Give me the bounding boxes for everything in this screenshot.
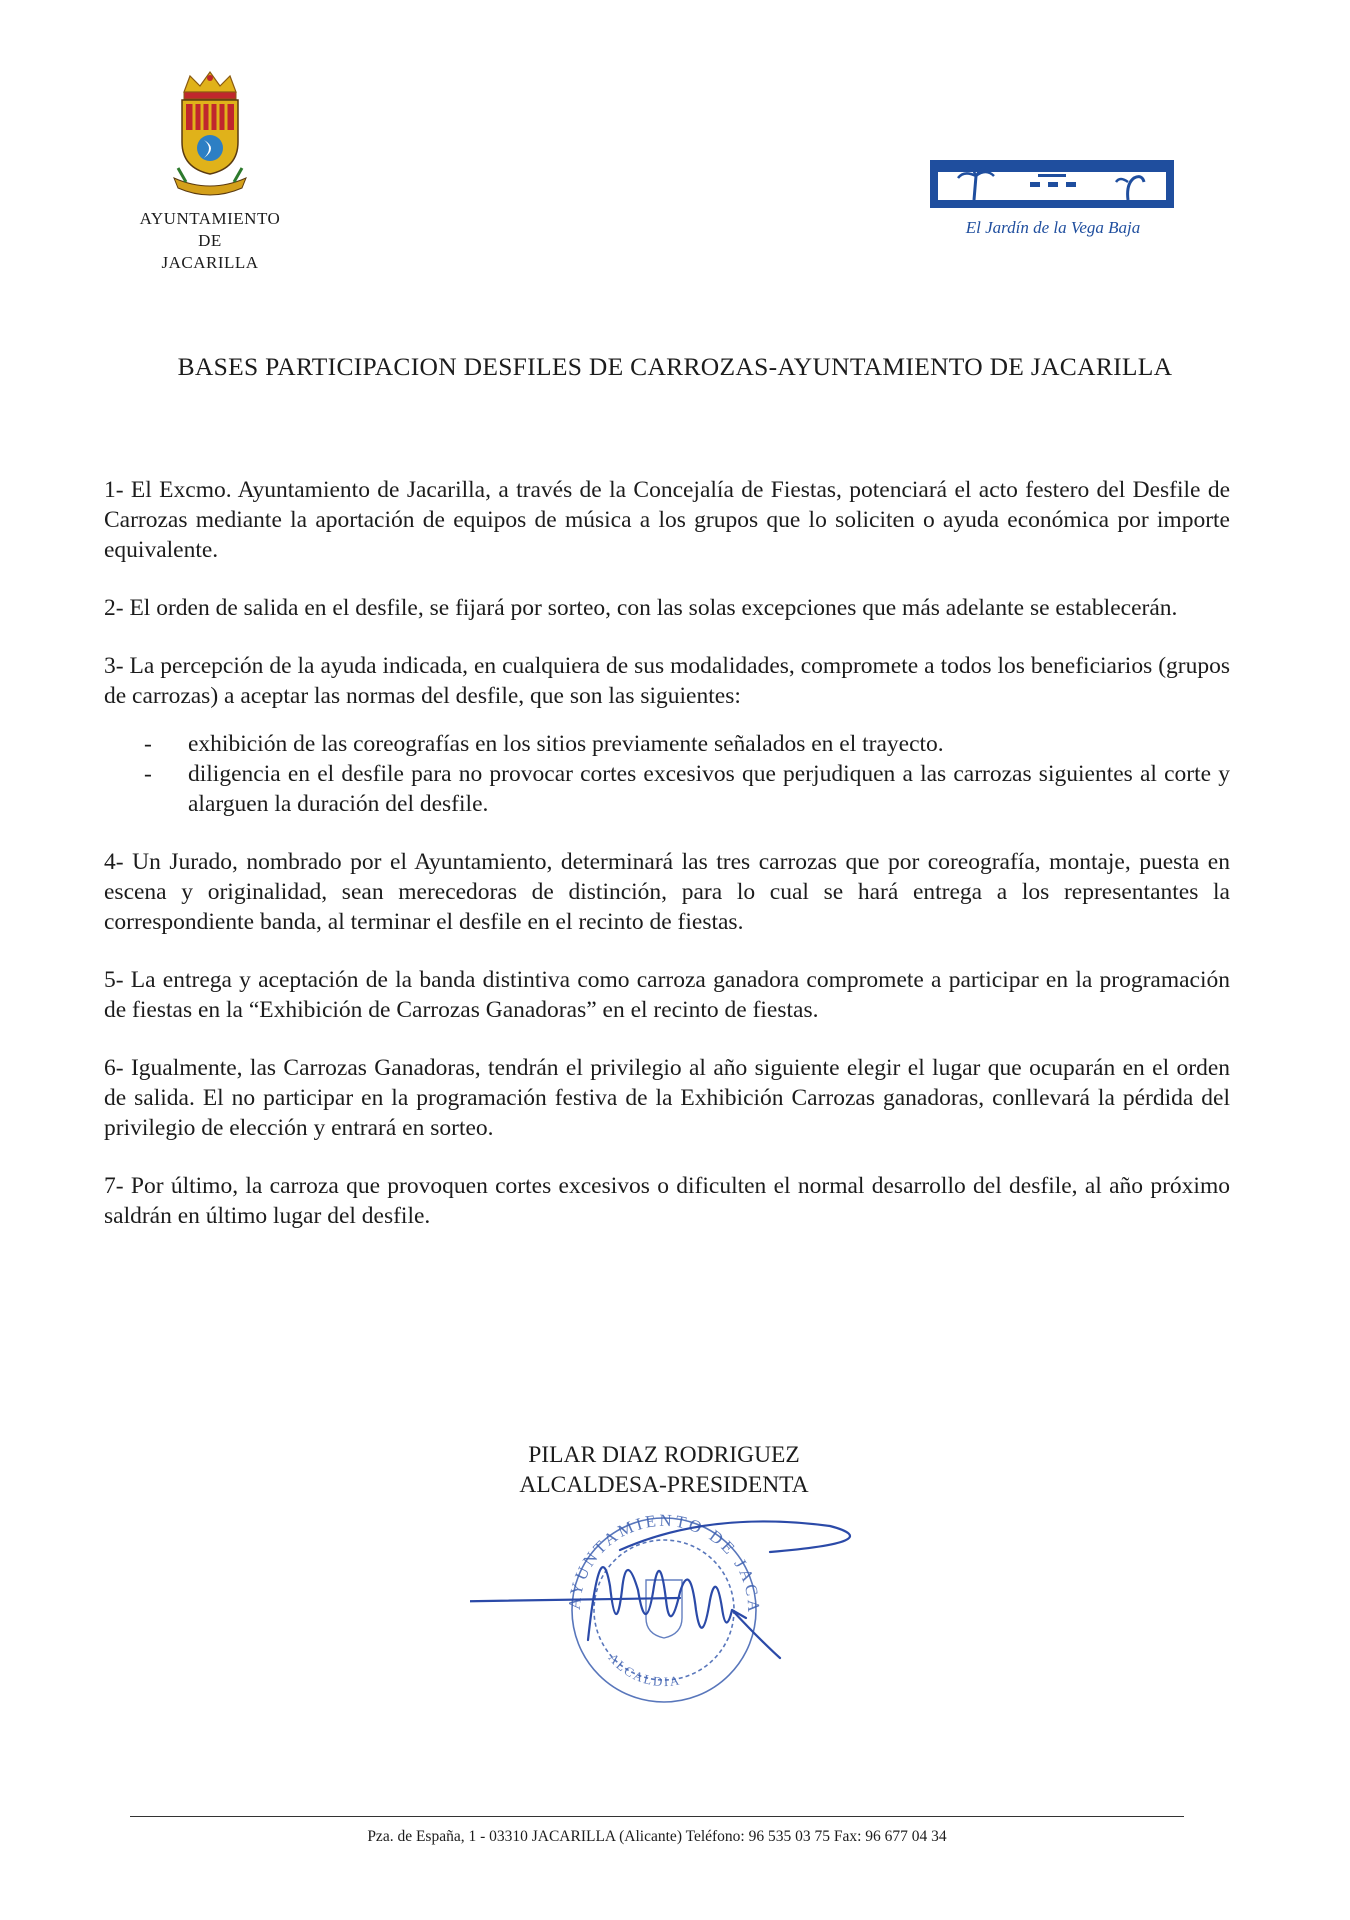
clause-2: 2- El orden de salida en el desfile, se fijará por sorteo, con las solas excepciones que más adelante se establecerán. xyxy=(104,595,1178,621)
town-logo-icon xyxy=(928,152,1178,212)
town-slogan: El Jardín de la Vega Baja xyxy=(965,218,1141,237)
clause-3: 3- La percepción de la ayuda indicada, en cualquiera de sus modalidades, compromete a todos los beneficiarios (grupos de carrozas) a aceptar las normas del desfile, que son las siguientes: xyxy=(104,653,1230,709)
clause-1: 1- El Excmo. Ayuntamiento de Jacarilla, a través de la Concejalía de Fiestas, potenciará el acto festero del Desfile de Carrozas mediante la aportación de equipos de música a los grupos que lo soliciten o ayuda económica por importe equivalente. xyxy=(104,477,1230,563)
signer-role: ALCALDESA-PRESIDENTA xyxy=(519,1472,809,1498)
coat-of-arms-icon xyxy=(168,70,252,200)
list-item-text: diligencia en el desfile para no provocar cortes excesivos que perjudiquen a las carrozas siguientes al corte y alarguen la duración del desfile. xyxy=(188,761,1230,817)
document-body xyxy=(104,475,1230,1259)
clause-3-list xyxy=(104,729,1230,819)
seal-text: AYUNTAMIENTO DE JACA xyxy=(564,1510,764,1616)
clause-7: 7- Por último, la carroza que provoquen cortes excesivos o dificulten el normal desarrollo del desfile, al año próximo saldrán en último lugar del desfile. xyxy=(104,1173,1230,1229)
clause-6: 6- Igualmente, las Carrozas Ganadoras, tendrán el privilegio al año siguiente elegir el lugar que ocuparán en el orden de salida. El no participar en la programación festiva de la Exhibición Carrozas ganadoras, conllevará la pérdida del privilegio de elección y entrará en sorteo. xyxy=(104,1055,1230,1141)
org-line-1: AYUNTAMIENTO xyxy=(139,209,281,228)
seal-bottom-text: ALCALDIA xyxy=(605,1650,683,1690)
svg-text:ALCALDIA xyxy=(605,1650,682,1689)
list-item xyxy=(104,729,1230,759)
list-item-text: exhibición de las coreografías en los sitios previamente señalados en el trayecto. xyxy=(188,731,944,757)
org-line-2: DE xyxy=(198,231,222,250)
clause-5: 5- La entrega y aceptación de la banda distintiva como carroza ganadora compromete a participar en la programación de fiestas en la “Exhibición de Carrozas Ganadoras” en el recinto de fiestas. xyxy=(104,967,1230,1023)
document-title: BASES PARTICIPACION DESFILES DE CARROZAS-AYUNTAMIENTO DE JACARILLA xyxy=(177,352,1173,381)
footer-address: Pza. de España, 1 - 03310 JACARILLA (Alicante) Teléfono: 96 535 03 75 Fax: 96 677 04 34 xyxy=(367,1828,947,1845)
organization-name xyxy=(110,208,310,274)
clause-4: 4- Un Jurado, nombrado por el Ayuntamiento, determinará las tres carrozas que por coreografía, montaje, puesta en escena y originalidad, sean merecedoras de distinción, para lo cual se hará entrega a los representantes la correspondiente banda, al terminar el desfile en el recinto de fiestas. xyxy=(104,849,1230,935)
footer-divider xyxy=(130,1816,1184,1817)
org-line-3: JACARILLA xyxy=(161,253,259,272)
list-item xyxy=(104,759,1230,819)
list-dash: - xyxy=(144,761,152,787)
list-dash: - xyxy=(144,731,152,757)
official-seal-icon xyxy=(470,1490,860,1720)
signer-name: PILAR DIAZ RODRIGUEZ xyxy=(528,1442,800,1468)
